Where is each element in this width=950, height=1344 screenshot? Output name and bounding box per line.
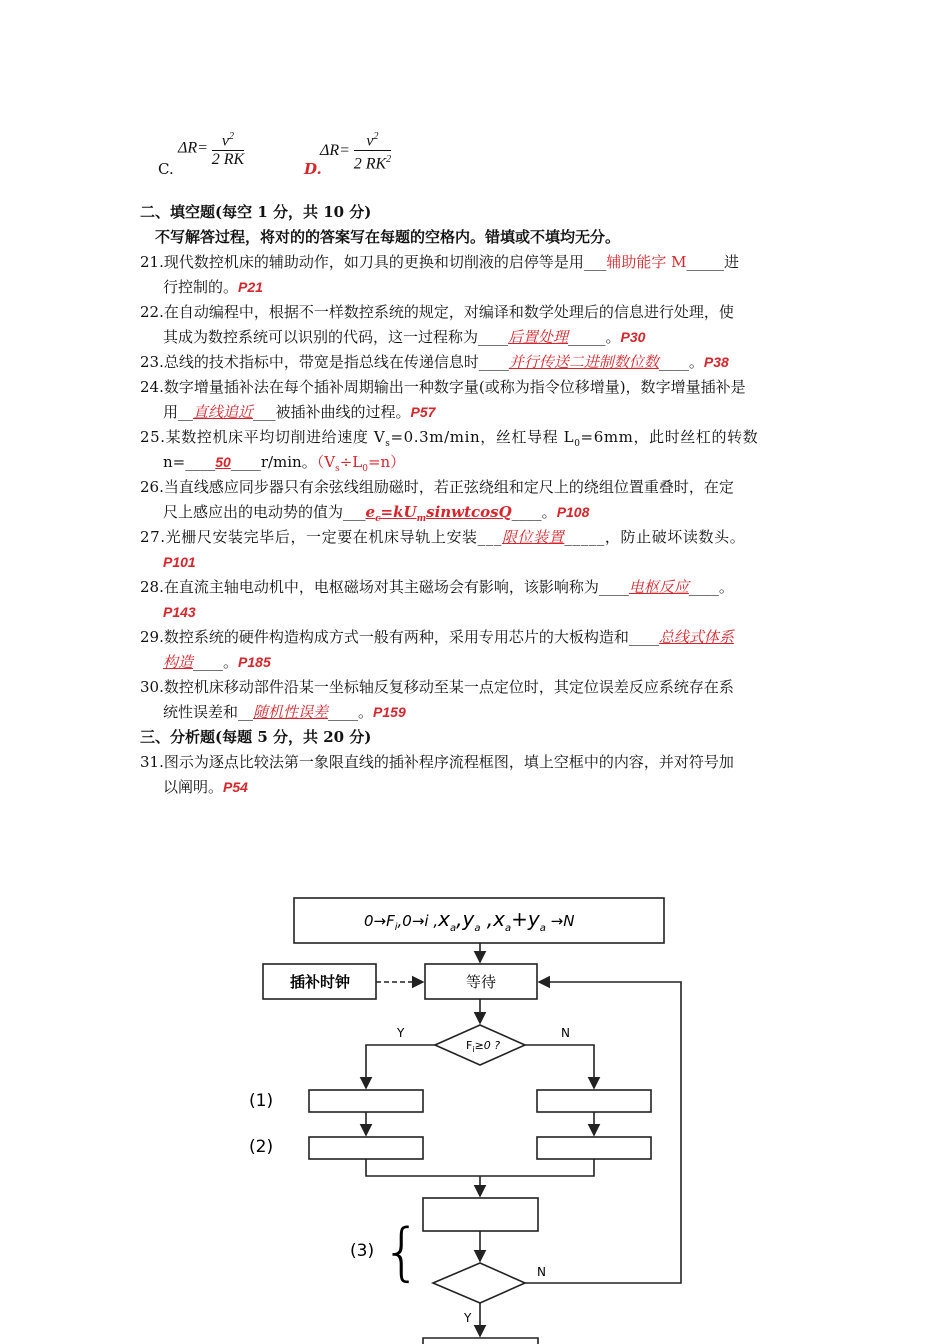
formula-c-num-exp: 2	[229, 131, 234, 142]
q23-text: 23.总线的技术指标中，带宽是指总线在传递信息时	[140, 353, 479, 371]
q31-line1: 31.图示为逐点比较法第一象限直线的插补程序流程框图，填上空框中的内容，并对符号加	[140, 753, 734, 771]
step2-left-box	[309, 1137, 423, 1159]
q21-page-ref: P21	[238, 279, 263, 295]
loop-no-label: N	[537, 1265, 546, 1279]
q26-answer-rest: sinwtcosQ	[426, 503, 512, 521]
formula-d-num-exp: 2	[373, 131, 379, 142]
q29-page-ref: P185	[238, 654, 271, 670]
init-text-2: ,0→i ,	[397, 912, 439, 930]
q28-text: 28.在直流主轴电动机中，电枢磁场对其主磁场会有影响，该影响称为	[140, 578, 599, 596]
q25-sub-s: s	[385, 439, 391, 449]
q22-blank-right: _____	[568, 328, 606, 346]
q22-text: 其成为数控系统可以识别的代码，这一过程称为	[163, 328, 479, 346]
q24-blank-right: ___	[253, 403, 276, 421]
q25-note-sub-0: 0	[362, 464, 368, 474]
formula-d-denominator: 2 RK	[353, 155, 387, 173]
q29-blank-left: ____	[628, 628, 659, 646]
formula-d-numerator: v	[366, 132, 374, 150]
q22-line1: 22.在自动编程中，根据不一样数控系统的规定，对编译和数学处理后的信息进行处理，使	[140, 303, 734, 321]
q26-end: 。	[541, 503, 557, 521]
q30-text: 统性误差和	[163, 703, 239, 721]
q25-text: 25.某数控机床平均切削进给速度 V	[140, 428, 386, 446]
init-box	[294, 898, 664, 943]
init-text-sub-a2: a	[474, 923, 481, 934]
formula-d-lhs: ΔR=	[320, 141, 350, 159]
q25-sub-0: 0	[574, 439, 581, 449]
brace-icon: {	[382, 1215, 422, 1288]
q27-blank-left: ___	[477, 528, 502, 546]
q22-answer: 后置处理	[508, 328, 569, 346]
decision-label	[466, 1039, 500, 1054]
q28-answer: 电枢反应	[628, 578, 689, 596]
q24-answer: 直线追近	[193, 403, 254, 421]
q25-note-sub-s: s	[335, 464, 340, 474]
q21-text: 21.现代数控机床的辅助动作，如刀具的更换和切削液的启停等是用	[140, 253, 584, 271]
formula-d-den-exp: 2	[386, 154, 392, 166]
blank-label-1: (1)	[249, 1091, 274, 1111]
q21-answer: 辅助能字 M	[606, 253, 687, 271]
q29-answer-part1: 总线式体系	[658, 628, 734, 646]
q22-end: 。	[605, 328, 621, 346]
formula-c-numerator: v	[221, 132, 229, 150]
formula-c-denominator: 2 RK	[211, 151, 245, 169]
q27-text-2: ，防止破坏读数头。	[604, 528, 746, 546]
q21-text-2: 行控制的。	[163, 278, 239, 296]
q29-answer-part2: 构造	[163, 653, 194, 671]
q25-text-2: =0.3m/min，丝杠导程 L	[390, 428, 575, 446]
q31-text: 以阐明。	[163, 778, 224, 796]
init-text-ya2: +y	[511, 907, 540, 931]
q23-page-ref: P38	[703, 354, 729, 370]
q26-answer-sub-c: c	[375, 514, 381, 524]
init-text-ya: ,y	[456, 907, 475, 931]
formula-c-lhs: ΔR=	[178, 139, 208, 157]
q26-answer-kU: =kU	[380, 503, 417, 521]
init-text-xa2: ,x	[480, 907, 506, 931]
q30-blank-right: ____	[328, 703, 359, 721]
loop-yes-label: Y	[464, 1311, 472, 1325]
q30-answer: 随机性误差	[253, 703, 329, 721]
q25-unit: r/min。	[260, 453, 317, 471]
no-label: N	[561, 1026, 570, 1040]
q26-blank-right: ____	[511, 503, 542, 521]
q24-text-2: 被插补曲线的过程。	[275, 403, 411, 421]
q28-page-ref: P143	[163, 604, 196, 620]
q23-answer: 并行传送二进制数位数	[508, 353, 659, 371]
init-text-xa: x	[438, 907, 450, 931]
q26-answer-sub-m: m	[416, 514, 427, 524]
step2-right-box	[537, 1137, 651, 1159]
q23-end: 。	[688, 353, 704, 371]
q26-blank-left: ___	[343, 503, 366, 521]
q25-blank-right: ____	[230, 453, 261, 471]
q24-text: 用	[163, 403, 179, 421]
section3-title: 三、分析题(每题 5 分，共 20 分)	[140, 728, 372, 746]
q25-note-2: ÷L	[339, 453, 363, 471]
q27-blank-right: _____	[564, 528, 605, 546]
q25-note-1: （V	[316, 453, 336, 471]
q21-text-end: 进	[724, 253, 740, 271]
step1-left-box	[309, 1090, 423, 1112]
q23-blank-left: ____	[478, 353, 509, 371]
q30-end: 。	[358, 703, 374, 721]
section2-instruction: 不写解答过程，将对的的答案写在每题的空格内。错填或不填均无分。	[155, 228, 621, 246]
q30-blank-left: __	[238, 703, 254, 721]
q30-line1: 30.数控机床移动部件沿某一坐标轴反复移动至某一点定位时，其定位误差反应系统存在系	[140, 678, 734, 696]
decision-label-cond: ≥0 ?	[474, 1039, 501, 1052]
q31-page-ref: P54	[223, 779, 248, 795]
q26-answer-e: e	[365, 503, 376, 521]
init-text-sub-a3: a	[505, 923, 512, 934]
init-text-sub-a4: a	[539, 923, 546, 934]
q21-blank-left: ___	[583, 253, 607, 271]
q21-blank-right: _____	[686, 253, 724, 271]
option-d-label: D.	[304, 160, 322, 178]
q22-blank-left: ____	[478, 328, 509, 346]
wait-label: 等待	[465, 973, 497, 991]
q28-blank-right: ____	[688, 578, 719, 596]
q26-page-ref: P108	[556, 504, 590, 520]
end-check-diamond	[433, 1263, 525, 1303]
blank-label-2: (2)	[249, 1137, 274, 1157]
init-text	[364, 907, 574, 934]
step1-right-box	[537, 1090, 651, 1112]
q27-answer: 限位装置	[501, 528, 565, 546]
q29-end: 。	[223, 653, 239, 671]
q25-answer: 50	[215, 454, 231, 470]
q27-page-ref: P101	[163, 554, 196, 570]
q23-blank-right: ____	[658, 353, 689, 371]
q26-line1: 26.当直线感应同步器只有余弦线组励磁时，若正弦绕组和定尺上的绕组位置重叠时，在定	[140, 478, 734, 496]
blank-label-3: (3)	[350, 1241, 375, 1261]
q29-text: 29.数控系统的硬件构造构成方式一般有两种，采用专用芯片的大板构造和	[140, 628, 629, 646]
q30-page-ref: P159	[373, 704, 406, 720]
yes-label: Y	[397, 1026, 405, 1040]
q28-blank-left: ____	[598, 578, 629, 596]
q24-blank-left: __	[178, 403, 194, 421]
init-text-sub-a1: a	[449, 923, 457, 934]
q25-blank-left: ____	[185, 453, 216, 471]
option-c-label: C.	[158, 160, 174, 178]
q25-n: n=	[163, 453, 186, 471]
q29-blank-right: ____	[193, 653, 224, 671]
clock-label: 插补时钟	[289, 973, 351, 991]
q25-text-3: =6mm，此时丝杠的转数	[580, 428, 759, 446]
decision-label-sub-i: i	[472, 1045, 475, 1054]
q26-text: 尺上感应出的电动势的值为	[163, 503, 344, 521]
init-text-n: →N	[545, 912, 575, 930]
q28-end: 。	[718, 578, 734, 596]
q22-page-ref: P30	[620, 329, 646, 345]
step3-box	[423, 1198, 538, 1231]
init-text-1: 0→F	[364, 912, 395, 930]
init-text-sub-i: i	[394, 922, 398, 933]
q27-text: 27.光栅尺安装完毕后，一定要在机床导轨上安装	[140, 528, 478, 546]
next-step-box	[423, 1338, 538, 1344]
q25-note-3: =n）	[367, 453, 406, 471]
q24-page-ref: P57	[410, 404, 436, 420]
section2-title: 二、填空题(每空 1 分，共 10 分)	[140, 203, 372, 221]
q24-line1: 24.数字增量插补法在每个插补周期输出一种数字量(或称为指令位移增量)，数字增量插补是	[140, 378, 746, 396]
decision-label-f: F	[466, 1039, 473, 1052]
